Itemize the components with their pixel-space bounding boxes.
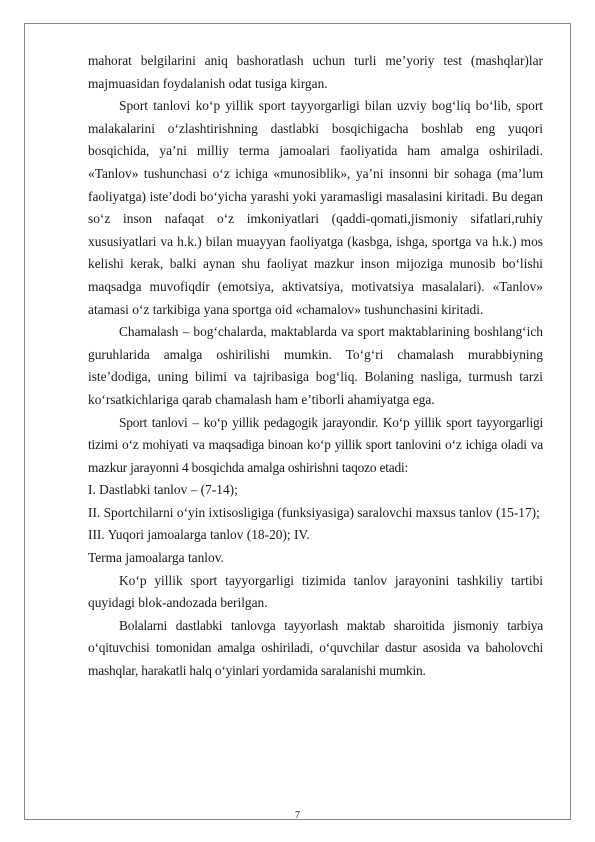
paragraph-sport-tanlovi: Sport tanlovi ko‘p yillik sport tayyorgarligi bilan uzviy bog‘liq bo‘lib, sport malakalarini o‘zlashtirishning dastlabki bosqichigacha boshlab eng yuqori bosqichida, ya’ni milliy terma jamoalari faoliyatida ham amalga oshiriladi. «Tanlov» tushunchasi o‘z ichiga «munosiblik», ya’ni insonni bir sohaga (ma’lum faoliyatga) iste’dodi bo‘yicha yarashi yoki yaramasligi masalasini kiritadi. Bu degan so‘z inson nafaqat o‘z imkoniyatlari (qaddi-qomati,jismoniy sifatlari,ruhiy xususiyatlari va h.k.) bilan muayyan faoliyatga (kasbga, ishga, sportga va h.k.) mos kelishi kerak, balki aynan shu faoliyat mazkur inson mijoziga munosib bo‘lishi maqsadga muvofiqdir (emotsiya, aktivatsiya, motivatsiya masalalari). «Tanlov» atamasi o‘z tarkibiga yana sportga oid «chamalov» tushunchasini kiritadi. <box>88 98 543 317</box>
page-number: 7 <box>295 810 300 821</box>
paragraph-blok-andoza: Ko‘p yillik sport tayyorgarligi tizimida tanlov jarayonini tashkiliy tartibi quyidagi blok-andozada berilgan. <box>88 572 543 611</box>
paragraph-dastlabki-tanlov: Bolalarni dastlabki tanlovga tayyorlash maktab sharoitida jismoniy tarbiya o‘qituvchisi tomonidan amalga oshiriladi, o‘quvchilar dastur asosida va baholovchi mashqlar, harakatli halq o‘yinlari yordamida saralanishi mumkin. <box>88 617 543 679</box>
paragraph-pedagogik-jarayon: Sport tanlovi – ko‘p yillik pedagogik jarayondir. Ko‘p yillik sport tayyorgarligi tizimi o‘z mohiyati va maqsadiga binoan ko‘p yillik sport tanlovini o‘z ichiga oladi va mazkur jarayonni 4 bosqichda amalga oshirishni taqozo etadi: <box>88 414 543 475</box>
document-body <box>88 50 543 683</box>
list-item-stage-4: Terma jamoalarga tanlov. <box>88 550 224 566</box>
list-item-stage-1: I. Dastlabki tanlov – (7-14); <box>88 482 238 498</box>
list-item-stage-3: III. Yuqori jamoalarga tanlov (18-20); IV. <box>88 527 310 543</box>
list-item-stage-2: II. Sportchilarni o‘yin ixtisosligiga (funksiyasiga) saralovchi maxsus tanlov (15-17); <box>88 504 540 520</box>
paragraph-chamalash: Chamalash – bog‘chalarda, maktablarda va sport maktablarining boshlang‘ich guruhlarida amalga oshirilishi mumkin. To‘g‘ri chamalash murabbiyning iste’dodiga, uning bilimi va tajribasiga bog‘liq. Bolaning nasliga, turmush tarzi ko‘rsatkichlariga qarab chamalash ham e’tiborli ahamiyatga ega. <box>88 324 543 407</box>
paragraph-intro: mahorat belgilarini aniq bashoratlash uchun turli me’yoriy test (mashqlar)lar majmuasidan foydalanish odat tusiga kirgan. <box>88 53 543 91</box>
